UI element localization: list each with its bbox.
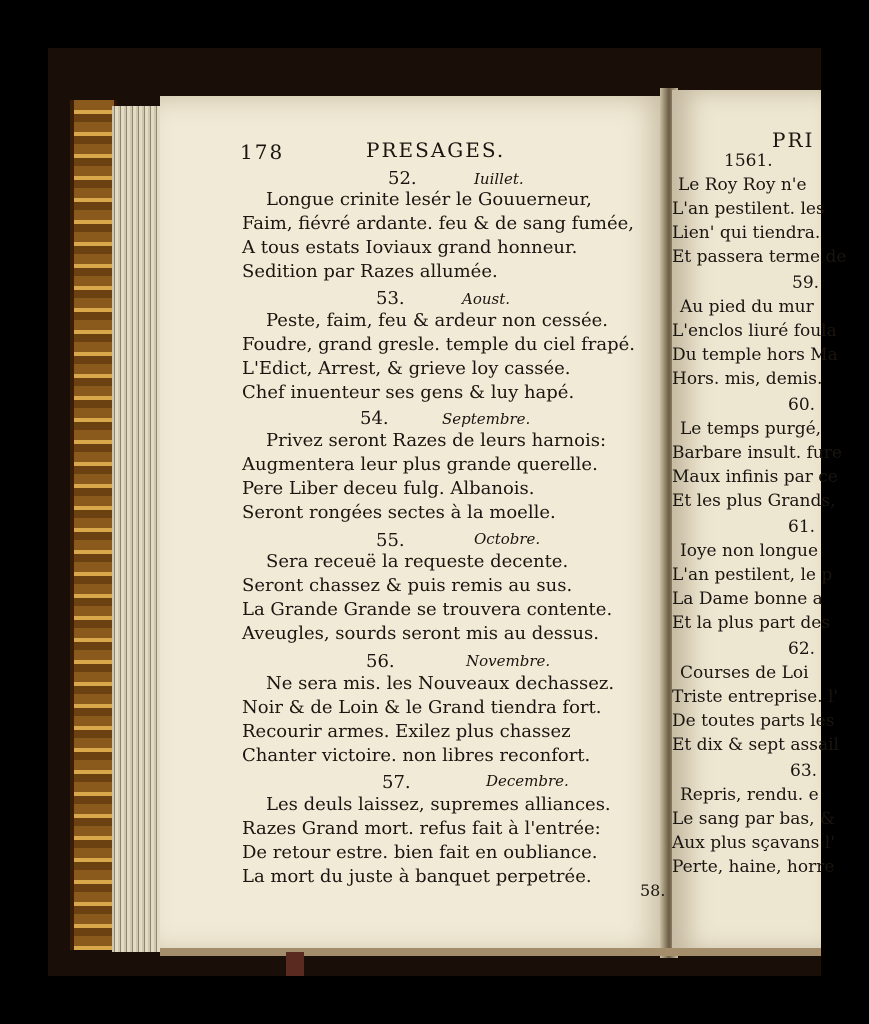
verse-line: Privez seront Razes de leurs harnois: [266, 430, 607, 451]
verse-line: Longue crinite lesér le Gouuerneur, [266, 189, 592, 210]
verse-line: Noir & de Loin & le Grand tiendra fort. [242, 697, 602, 718]
verse-line: L'an pestilent. les [672, 199, 825, 219]
stanza-month: Aoust. [462, 290, 511, 308]
page-number: 178 [240, 140, 285, 164]
verse-line: Lien' qui tiendra. [672, 223, 821, 243]
verse-line: Et passera terme de [672, 247, 847, 267]
verse-line: Et la plus part des [672, 613, 831, 633]
stanza-number: 55. [376, 530, 405, 551]
verse-line: Peste, faim, feu & ardeur non cessée. [266, 310, 608, 331]
verse-line: Recourir armes. Exilez plus chassez [242, 721, 571, 742]
stanza-number: 52. [388, 168, 417, 189]
verse-line: Les deuls laissez, supremes alliances. [266, 794, 611, 815]
running-head: PRI [772, 128, 815, 152]
verse-line: Augmentera leur plus grande querelle. [242, 454, 598, 475]
verse-line: La mort du juste à banquet perpetrée. [242, 866, 592, 887]
verse-line: De toutes parts les [672, 711, 835, 731]
verse-line: Au pied du mur [680, 297, 814, 317]
verse-line: Hors. mis, demis. [672, 369, 823, 389]
verse-line: Foudre, grand gresle. temple du ciel frapé. [242, 334, 636, 355]
stanza-number: 1561. [724, 151, 773, 171]
verse-line: La Dame bonne a [672, 589, 823, 609]
verse-line: Sedition par Razes allumée. [242, 261, 498, 282]
verse-line: Maux infinis par ce [672, 467, 838, 487]
verse-line: Pere Liber deceu fulg. Albanois. [242, 478, 535, 499]
verse-line: Faim, fiévré ardante. feu & de sang fumée, [242, 213, 635, 234]
stanza-number: 54. [360, 408, 389, 429]
verse-line: Aveugles, sourds seront mis au dessus. [242, 623, 599, 644]
stanza-month: Iuillet. [474, 170, 524, 188]
stanza-number: 59. [792, 273, 820, 293]
verse-line: La Grande Grande se trouvera contente. [242, 599, 613, 620]
verse-line: Seront chassez & puis remis au sus. [242, 575, 573, 596]
verse-line: Triste entreprise. l' [672, 687, 839, 707]
verse-line: Sera receuë la requeste decente. [266, 551, 569, 572]
page-bottom-edge [160, 948, 821, 956]
verse-line: Le temps purgé, [680, 419, 822, 439]
verse-line: Du temple hors Ma [672, 345, 838, 365]
verse-line: Repris, rendu. e [680, 785, 819, 805]
gilt-spine [70, 100, 117, 950]
page-edges [112, 106, 162, 952]
running-head: PRESAGES. [366, 138, 506, 162]
verse-line: Seront rongées sectes à la moelle. [242, 502, 556, 523]
verse-line: Et dix & sept assail [672, 735, 839, 755]
verse-line: Razes Grand mort. refus fait à l'entrée: [242, 818, 601, 839]
stanza-number: 56. [366, 651, 395, 672]
verse-line: L'enclos liuré foula [672, 321, 837, 341]
verse-line: Chef inuenteur ses gens & luy hapé. [242, 382, 575, 403]
verse-line: L'Edict, Arrest, & grieve loy cassée. [242, 358, 571, 379]
stanza-month: Octobre. [474, 530, 541, 548]
verse-line: Chanter victoire. non libres reconfort. [242, 745, 591, 766]
verse-line: De retour estre. bien fait en oubliance. [242, 842, 598, 863]
stanza-month: Decembre. [486, 772, 569, 790]
verse-line: Le sang par bas, & [672, 809, 836, 829]
stanza-number: 53. [376, 288, 405, 309]
stanza-number: 61. [788, 517, 816, 537]
stanza-number: 57. [382, 772, 411, 793]
verse-line: Courses de Loi [680, 663, 809, 683]
bookmark-ribbon [286, 952, 304, 976]
stanza-month: Septembre. [442, 410, 531, 428]
verse-line: Ne sera mis. les Nouveaux dechassez. [266, 673, 615, 694]
verse-line: Barbare insult. fure [672, 443, 842, 463]
stanza-number: 62. [788, 639, 816, 659]
stanza-number: 60. [788, 395, 816, 415]
verse-line: Et les plus Grands, [672, 491, 836, 511]
verse-line: L'an pestilent, le p [672, 565, 833, 585]
right-page-text [672, 90, 847, 910]
verse-line: Aux plus sçavans l' [672, 833, 835, 853]
verse-line: Ioye non longue [680, 541, 819, 561]
catchword: 58. [640, 881, 666, 900]
verse-line: A tous estats Ioviaux grand honneur. [242, 237, 578, 258]
verse-line: Perte, haine, horre [672, 857, 835, 877]
verse-line: Le Roy Roy n'e [678, 175, 807, 195]
stanza-month: Novembre. [466, 652, 551, 670]
stanza-number: 63. [790, 761, 818, 781]
